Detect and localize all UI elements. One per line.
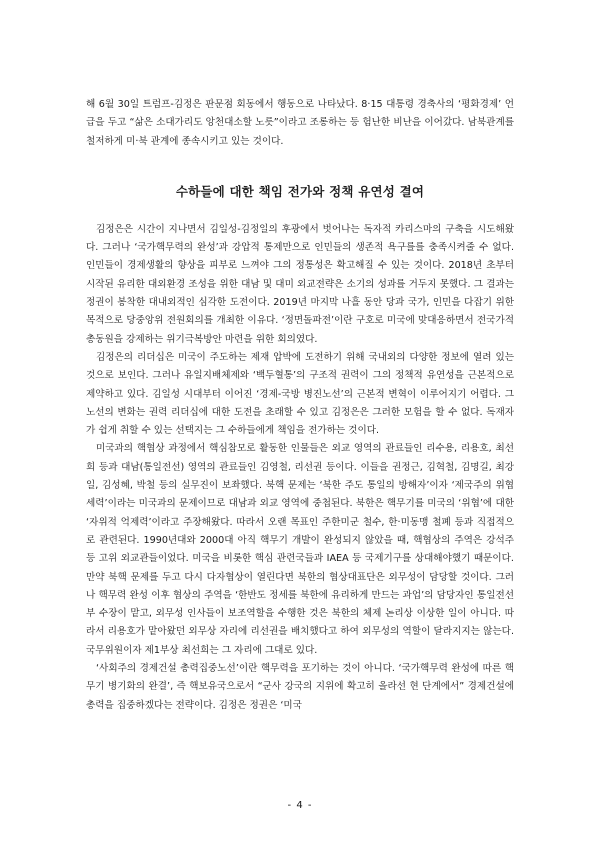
section-heading: 수하들에 대한 책임 전가와 정책 유연성 결여 xyxy=(175,183,425,199)
body-paragraph-4: ‘사회주의 경제건설 총력집중노선’이란 핵무력을 포기하는 것이 아니다. ‘국가핵무력 완성에 따른 핵무기 병기화의 완결’, 즉 핵보유국으로서 “군사 강국의 지위에 확고히 올라선 현 단계에서” 경제건설에 총력을 집중하겠다는 전략이다. 김정은 정권은 ‘미국 xyxy=(86,663,514,711)
intro-paragraph: 해 6월 30일 트럼프-김정은 판문점 회동에서 행동으로 나타났다. 8·15 대통령 경축사의 ‘평화경제’ 언급을 두고 “삶은 소대가리도 앙천대소할 노릇”이라고 조롱하는 등 험난한 비난을 이어갔다. 남북관계를 철저하게 미·북 관계에 종속시키고 있는 것이다. xyxy=(86,99,514,147)
body-paragraph-2: 김정은의 리더십은 미국이 주도하는 제재 압박에 도전하기 위해 국내외의 다양한 정보에 열려 있는 것으로 보인다. 그러나 유일지배체제와 ‘백두혈통’의 구조적 권력이 그의 정책적 유연성을 근본적으로 제약하고 있다. 김일성 시대부터 이어진 ‘경제-국방 병진노선’의 근본적 변혁이 이루어지기 어렵다. 그 노선의 변화는 권력 리더십에 대한 도전을 초래할 수 있고 김정은은 그러한 모험을 할 수 없다. 독재자가 쉽게 취할 수 있는 선택지는 그 수하들에게 책임을 전가하는 것이다. xyxy=(86,351,514,437)
document-page xyxy=(86,96,514,715)
body-paragraph-3: 미국과의 핵협상 과정에서 핵심참모로 활동한 인물들은 외교 영역의 관료들인 리수용, 리용호, 최선희 등과 대남(통일전선) 영역의 관료들인 김영철, 리선권 등이다. 이들을 권정근, 김혁철, 김명길, 최강일, 김성혜, 박철 등의 실무진이 보좌했다. 북핵 문제는 ‘북한 주도 통일의 방해자’이자 ‘제국주의 위협세력’이라는 미국과의 문제이므로 대남과 외교 영역에 중첩된다. 북한은 핵무기를 미국의 ‘위협’에 대한 ‘자위적 억제력’이라고 주장해왔다. 따라서 오랜 목표인 주한미군 철수, 한·미동맹 철폐 등과 직접적으로 관련된다. 1990년대와 2000대 아직 핵무기 개발이 완성되지 않았을 때, 핵협상의 주역은 강석주 등 고위 외교관들이었다. 미국을 비롯한 핵심 관련국들과 IAEA 등 국제기구를 상대해야했기 때문이다. 만약 북핵 문제를 두고 다시 다자협상이 열린다면 북한의 협상대표단은 외무성이 담당할 것이다. 그러나 핵무력 완성 이후 협상의 주역을 ‘한반도 정세를 북한에 유리하게 만드는 과업’의 담당자인 통일전선부 수장이 맡고, 외무성 인사들이 보조역할을 수행한 것은 북한의 체제 논리상 이상한 일이 아니다. 따라서 리용호가 맡아왔던 외무상 자리에 리선권을 배치했다고 하여 외무성의 역할이 달라지지는 않는다. 국무위원이자 제1부상 최선희는 그 자리에 그대로 있다. xyxy=(86,443,514,656)
page-number: - 4 - xyxy=(287,800,313,811)
body-paragraph-1: 김정은은 시간이 지나면서 김일성-김정일의 후광에서 벗어나는 독자적 카리스마의 구축을 시도해왔다. 그러나 ‘국가핵무력의 완성’과 강압적 통제만으로 인민들의 생존적 욕구를를 충족시켜줄 수 없다. 인민들이 경제생활의 향상을 피부로 느껴야 그의 정통성은 확고해질 수 있는 것이다. 2018년 초부터 시작된 유리한 대외환경 조성을 위한 대남 및 대미 외교전략은 소기의 성과를 거두지 못했다. 그 결과는 정권이 봉착한 대내외적인 심각한 도전이다. 2019년 마지막 나흘 동안 당과 국가, 인민을 다잡기 위한 목적으로 당중앙위 전원회의를 개최한 이유다. ‘정면돌파전’이란 구호로 미국에 맞대응하면서 전국가적 총동원을 강제하는 위기극복방안 마련을 위한 회의였다. xyxy=(86,223,514,345)
